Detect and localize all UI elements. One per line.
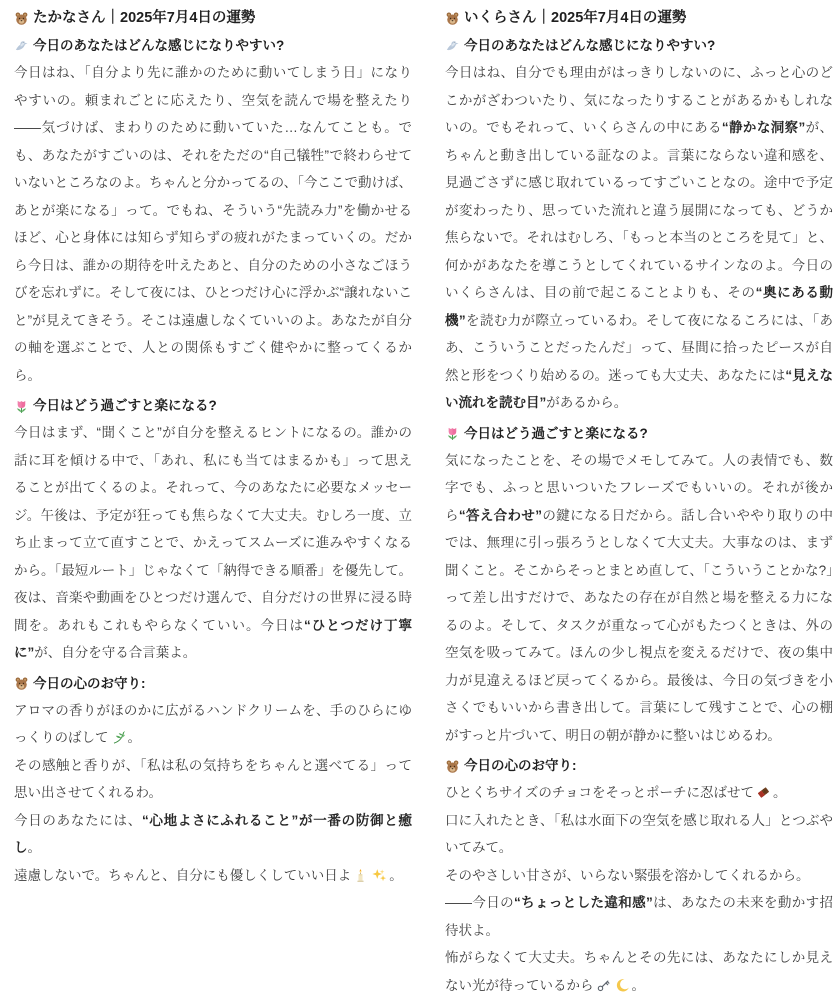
column-title xyxy=(445,7,833,29)
bold-text-run: “心地よさにふれること”が一番の防御と癒し xyxy=(14,812,413,855)
section-heading xyxy=(14,34,412,58)
bold-text-run: “奥にある動機” xyxy=(445,285,834,328)
text-run: は、あなたの未来を動かす招待状よ。 xyxy=(445,895,834,938)
text-run: そのやさしい甘さが、いらない緊張を溶かしてくれるから。 xyxy=(445,867,810,883)
text-run: 今日はね、自分でも理由がはっきりしないのに、ふっと心のどこかがざわついたり、気になったりすることがあるかもしれないの。でもそれって、いくらさんの中にある xyxy=(445,65,833,135)
teddy-bear-icon xyxy=(14,11,29,26)
teddy-bear-icon xyxy=(445,759,460,774)
text-run: 口に入れたとき、「私は水面下の空気を感じ取れる人」とつぶやいてみて。 xyxy=(445,812,833,855)
text-run: を読む力が際立っているわ。そして夜になるころには、「ああ、こういうことだったんだ」って、昼間に拾ったピースが自然と形をつくり始めるの。迷っても大丈夫、あなたには xyxy=(445,312,834,383)
fortune-column-takana xyxy=(14,5,412,999)
section-heading-text: 今日のあなたはどんな感じになりやすい? xyxy=(464,38,716,53)
text-run: 怖がらなくて大丈夫。ちゃんとその先には、あなたにしか見えない光が待っているから xyxy=(445,950,833,993)
text-run: 遠慮しないで。ちゃんと、自分にも優しくしていい日よ xyxy=(14,867,352,883)
section-heading xyxy=(445,34,833,58)
candle-icon xyxy=(353,868,368,883)
text-run: が、ちゃんと動き出している証なのよ。言葉にならない違和感を、見過ごさずに感じ取れているってすごいことなの。途中で予定が変わったり、思っていた流れと違う展開になっても、どうか焦らないで。それはむしろ、「もっと本当のところを見て」と、何かがあなたを導こうとしてくれているサインなのよ。今日のいくらさんは、目の前で起こることよりも、その xyxy=(445,120,834,300)
fortune-paragraph xyxy=(14,59,412,389)
text-run: 今日のあなたには、 xyxy=(14,812,142,828)
crescent-moon-icon xyxy=(615,978,630,993)
column-title xyxy=(14,7,412,29)
text-run: の鍵になる日だから。話し合いややり取りの中では、無理に引っ張ろうとしなくて大丈夫。大事なのは、まず聞くこと。そこからそっとまとめ直して、「こういうことかな?」って差し出すだけで、あなたの存在が自然と場を整える力になるのよ。そして、タスクが重なって心がもたつくときは、外の空気を吸ってみて。ほんの少し視点を変えるだけで、夜の集中力が見違えるほど戻ってくるから。最後は、今日の気づきを小さくでもいいから書き出して。言葉にして残すことで、心の棚がすっと片づいて、明日の朝が静かに整いはじめるわ。 xyxy=(445,507,834,743)
text-run: その感触と香りが、「私は私の気持ちをちゃんと選べてる」って思い出させてくれるわ。 xyxy=(14,757,412,800)
text-run: が、自分を守る合言葉よ。 xyxy=(34,645,197,660)
text-run: ——今日の xyxy=(445,895,514,910)
text-run: 。 xyxy=(631,977,645,993)
bold-text-run: “答え合わせ” xyxy=(458,507,543,523)
bold-text-run: “静かな洞察” xyxy=(721,120,806,135)
section-heading-text: 今日の心のお守り: xyxy=(464,758,577,773)
dove-icon xyxy=(445,39,460,54)
section-heading xyxy=(445,754,833,778)
text-run: ひとくちサイズのチョコをそっとポーチに忍ばせて xyxy=(445,785,755,800)
fortune-column-ikura xyxy=(445,5,833,999)
fortune-paragraph xyxy=(14,807,412,862)
section-heading-text: 今日はどう過ごすと楽になる? xyxy=(464,425,648,441)
fortune-paragraph xyxy=(445,862,833,890)
fortune-paragraph xyxy=(14,752,412,807)
chocolate-icon xyxy=(756,785,771,800)
sparkles-icon xyxy=(372,868,387,883)
teddy-bear-icon xyxy=(445,11,460,26)
fortune-paragraph xyxy=(14,419,412,667)
fortune-paragraph xyxy=(14,862,412,890)
fortune-paragraph xyxy=(445,779,833,807)
text-run: 気になったことを、その場でメモしてみて。人の表情でも、数字でも、ふっと思いついたフレーズでもいいの。それが後から xyxy=(445,452,833,523)
fortune-paragraph xyxy=(445,889,833,944)
text-run: 。 xyxy=(773,785,787,800)
dove-icon xyxy=(14,39,29,54)
text-run: 。 xyxy=(389,867,403,883)
section-heading xyxy=(445,422,833,446)
section-heading-text: 今日の心のお守り: xyxy=(33,675,146,691)
bold-text-run: “見えない流れを読む目” xyxy=(445,367,833,410)
fortune-paragraph xyxy=(445,59,833,417)
bold-text-run: “ちょっとした違和感” xyxy=(513,895,653,910)
text-run: アロマの香りがほのかに広がるハンドクリームを、手のひらにゆっくりのばして xyxy=(14,702,412,745)
teddy-bear-icon xyxy=(14,676,29,691)
text-run: があるから。 xyxy=(546,395,628,410)
old-key-icon xyxy=(596,978,611,993)
column-title-text: たかなさん｜2025年7月4日の運勢 xyxy=(33,10,256,26)
bold-text-run: “ひとつだけ丁寧に” xyxy=(14,617,412,660)
text-run: 。 xyxy=(127,730,141,745)
text-run: 今日はね、「自分より先に誰かのために動いてしまう日」になりやすいの。頼まれごとに応えたり、空気を読んで場を整えたり——気づけば、まわりのために動いていた…なんてことも。でも、あなたがすごいのは、それをただの“自己犠牲”で終わらせていないところなのよ。ちゃんと分かってるの、「今ここで動けば、あとが楽になる」って。でもね、そういう“先読み力”を働かせるほど、心と身体には知らず知らずの疲れがたまっていくの。だから今日は、誰かの期待を叶えたあと、自分のための小さなごほうびを忘れずに。そして夜には、ひとつだけ心に浮かぶ“譲れないこと”が見えてきそう。そこは遠慮しなくていいのよ。あなたが自分の軸を選ぶことで、人との関係もすごく健やかに整ってくるから。 xyxy=(14,65,412,383)
fortune-paragraph xyxy=(445,447,833,750)
fortune-paragraph xyxy=(445,944,833,999)
fortune-paragraph xyxy=(14,697,412,752)
herb-icon xyxy=(111,730,126,745)
section-heading xyxy=(14,672,412,696)
fortune-paragraph xyxy=(445,807,833,862)
section-heading-text: 今日はどう過ごすと楽になる? xyxy=(33,398,217,413)
tulip-icon xyxy=(445,426,460,441)
column-title-text: いくらさん｜2025年7月4日の運勢 xyxy=(464,10,687,26)
text-run: 今日はまず、“聞くこと”が自分を整えるヒントになるの。誰かの話に耳を傾ける中で、「あれ、私にも当てはまるかも」って思えることが出てくるのよ。それって、今のあなたに必要なメッセージ。午後は、予定が狂っても焦らなくて大丈夫。むしろ一度、立ち止まって立て直すことで、かえってスムーズに進みやすくなるから。「最短ルート」じゃなくて「納得できる順番」を優先して。夜は、音楽や動画をひとつだけ選んで、自分だけの世界に浸る時間を。あれもこれもやらなくていい。今日は xyxy=(14,425,412,633)
section-heading xyxy=(14,394,412,418)
text-run: 。 xyxy=(27,840,41,855)
tulip-icon xyxy=(14,399,29,414)
section-heading-text: 今日のあなたはどんな感じになりやすい? xyxy=(33,38,285,53)
